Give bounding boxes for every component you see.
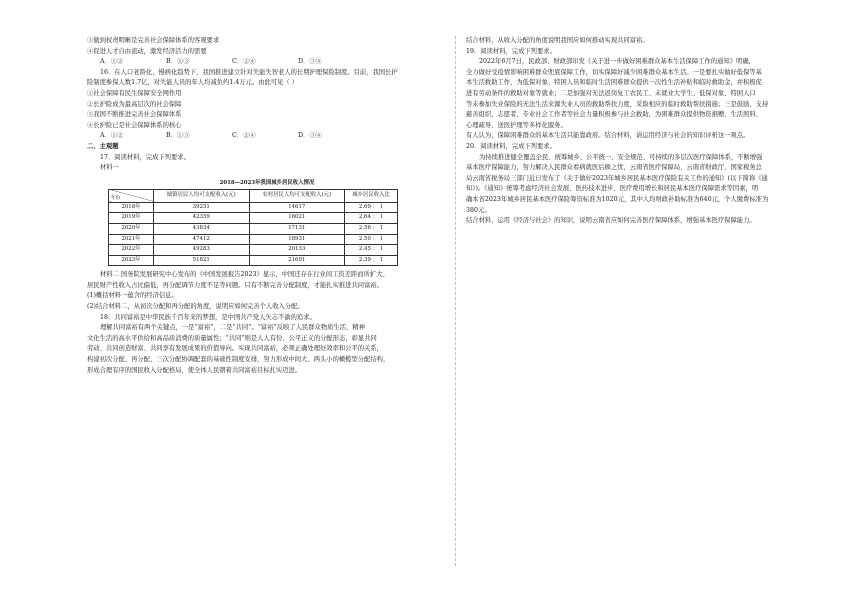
table-cell-year: 2019年 — [109, 213, 154, 224]
income-table-header-ratio: 城乡居民收入比 — [345, 189, 398, 202]
table-row — [109, 223, 398, 234]
q16-choice-b[interactable]: B．①③ — [166, 132, 190, 140]
q18-intro: 18．共同富裕是中华民族千百年来的梦想，是中国共产党人矢志不渝的追求。 — [100, 313, 316, 321]
q19-body-line-5: 等未参加失业保险的无法生活来源失业人员的救助帮扶力度，采取相应的临时救助帮扶措施；三是鼓励、支持 — [466, 100, 769, 108]
q15-choice-c[interactable]: C．②④ — [232, 58, 256, 66]
table-cell-ratio: 2.64 ： 1 — [345, 213, 398, 224]
q15-choice-a[interactable]: A．①② — [100, 58, 124, 66]
q16-choices — [87, 131, 447, 142]
q19-body-line-1: 2022年6月7日，民政部、财政部印发《关于进一步做好困难群众基本生活保障工作的通知》明确， — [479, 58, 755, 66]
table-cell-rural: 20133 — [249, 245, 345, 256]
column-divider — [455, 36, 456, 566]
q20-intro: 20．阅读材料，完成下列要求。 — [466, 142, 556, 150]
income-table-header-urban: 城镇居民人均可支配收入(元) — [154, 189, 250, 202]
table-cell-rural: 17131 — [249, 223, 345, 234]
q19-body-line-4: 进有劳动条件的救助对象等就业；二是加强对无法返岗复工农民工、未就业大学生、低保对象、特困人口 — [466, 89, 756, 97]
table-cell-year: 2023年 — [109, 255, 154, 266]
q16-item-1: ①社会保障有民生保障安全网作用 — [87, 89, 182, 97]
q16-choice-c[interactable]: C．②④ — [232, 132, 256, 140]
q18-body-line-2: 文化生活的高水平供给和高品质消费的质量属性；“共同”则是人人有份、公平正义的分配形态，彰显共同 — [87, 334, 377, 342]
q17-material2-line-1: 材料二 国务院发展研究中心发布的《中国发展报告2023》显示，中国还存在行业间工资差距而所扩大、 — [100, 271, 389, 279]
q16-choice-a[interactable]: A．①② — [100, 132, 124, 140]
income-table-header-row — [109, 189, 398, 202]
q16-choice-d[interactable]: D．③④ — [298, 132, 322, 140]
table-cell-ratio: 2.39 ： 1 — [345, 255, 398, 266]
table-cell-year: 2018年 — [109, 202, 154, 213]
q18-body-line-1: 理解共同富裕有两个关键点，一是“富裕”，二是“共同”。“富裕”反映了人民群众物质生活、精神 — [100, 324, 365, 332]
table-cell-urban: 47412 — [154, 234, 250, 245]
table-row — [109, 245, 398, 256]
q20-body-line-3: 局云南省税务局三部门近日发布了《关于做好2023年城乡居民基本医疗保险有关工作的通知》(以下简称《通 — [466, 174, 768, 182]
right-column — [466, 36, 831, 227]
q20-body-line-1: 为持续推进健全覆盖全民、统筹城乡、公平统一、安全规范、可持续的多层次医疗保障体系，不断增强 — [479, 153, 763, 161]
table-cell-urban: 39251 — [154, 202, 250, 213]
table-cell-rural: 14617 — [249, 202, 345, 213]
table-row — [109, 202, 398, 213]
table-cell-ratio: 2.56 ： 1 — [345, 223, 398, 234]
table-cell-urban: 43834 — [154, 223, 250, 234]
table-cell-urban: 42359 — [154, 213, 250, 224]
q20-task: 结合材料，运用《经济与社会》的知识，说明云南省应如何完善医疗保障体系，增强基本医疗保障能力。 — [466, 217, 756, 225]
q20-body-line-4: 知》)。《通知》统筹考虑经济社会发展、医药技术进步、医疗费用增长和居民基本医疗保障需求等因素，明 — [466, 185, 759, 193]
table-cell-year: 2022年 — [109, 245, 154, 256]
table-cell-year: 2021年 — [109, 234, 154, 245]
q19-intro: 19．阅读材料，完成下列要求。 — [466, 47, 556, 55]
q20-body-line-6: 380元。 — [466, 206, 491, 214]
q19-body-line-2: 全力做好受疫情影响困难群众兜底保障工作，切实保障好减少困难群众基本生活。一是要扎实做好低保等基 — [466, 68, 762, 76]
q20-body-line-5: 确本省2023年城乡居民基本医疗保险筹资标准为1020元，其中人均财政补助标准为640元，个人缴费标准为 — [466, 195, 769, 203]
q20-body-line-2: 基本医疗保障能力，努力解决人民群众看病就医后顾之忧，云南省医疗保障局、云南省财政厅、国家税务总 — [466, 164, 762, 172]
table-row — [109, 255, 398, 266]
q15-option-3: ③做到权责明晰是完善社会保障体系的客观要求 — [87, 37, 220, 44]
table-cell-urban: 49283 — [154, 245, 250, 256]
q17-material2-line-2: 居民财产性收入占比偏低，再分配调节力度不足等问题。只有不断完善分配制度，才能扎实推进共同富裕。 — [87, 281, 383, 289]
q15-choice-b[interactable]: B．①③ — [166, 58, 190, 66]
table-cell-rural: 18931 — [249, 234, 345, 245]
q17-material1-label: 材料一 — [100, 164, 119, 172]
q16-item-4: ④长护险已是社会保障体系的核心 — [87, 121, 182, 129]
left-column — [87, 36, 447, 376]
q18-body-line-3: 劳动、共同创造财富、共同享有发展成果的价值导向。实现共同富裕，必须正确处理好效率和公平的关系， — [87, 345, 383, 353]
income-table-header-rural: 农村居民人均可支配收入(元) — [249, 189, 345, 202]
q18-body-line-5: 形成合理有序的国民收入分配格局，使全体人民朝着共同富裕目标扎实迈进。 — [87, 366, 302, 374]
table-row — [109, 234, 398, 245]
q16-item-2: ②长护险成为最高层次的社会保障 — [87, 100, 182, 108]
table-cell-ratio: 2.69 ： 1 — [345, 202, 398, 213]
q19-body-line-6: 慈善组织、志愿者、专业社会工作者等社会力量积极参与社会救助，为困难群众提供物资捐赠、生活照料、 — [466, 111, 762, 119]
table-cell-rural: 21691 — [249, 255, 345, 266]
q18-body-line-4: 构建初次分配、再分配、三次分配协调配套的基础性制度安排，努力形成中间大、两头小的橄榄型分配结构， — [87, 356, 390, 364]
q17-requirement-1: (1)概括材料一蕴含的经济信息。 — [87, 292, 178, 300]
income-table-corner — [109, 189, 154, 202]
q16-stem-line-2: 险制度参保人数1.7亿，对失能人员的年人均减负约1.4万元。由此可见（ ） — [87, 79, 298, 87]
section-heading: 二、主观题 — [87, 142, 119, 150]
table-cell-ratio: 2.50 ： 1 — [345, 234, 398, 245]
income-table-title: 2018—2023年我国城乡居民收入情况 — [219, 179, 315, 186]
q16-stem-line-1: 16．在人口老龄化、慢病化趋势下，我国推进建立针对失能失智老人的长期护理保险制度。目前，我国长护 — [100, 68, 398, 76]
q19-task: 有人认为，保障困难群众的基本生活只能靠政府。结合材料，请运用经济与社会的知识评析这一观点。 — [466, 132, 750, 140]
table-cell-urban: 51821 — [154, 255, 250, 266]
q15-choices — [87, 57, 447, 68]
q17-requirement-2: (2)结合材料二，从初次分配和再分配的角度，说明应如何完善个人收入分配。 — [87, 303, 304, 311]
income-table — [108, 189, 398, 267]
year-corner-label: 年份 — [111, 195, 121, 201]
q17-intro: 17．阅读材料，完成下列要求。 — [100, 153, 190, 161]
table-cell-ratio: 2.45 ： 1 — [345, 245, 398, 256]
q15-choice-d[interactable]: D．③④ — [298, 58, 322, 66]
table-cell-rural: 16021 — [249, 213, 345, 224]
q16-item-3: ③我国不断推进完善社会保障体系 — [87, 111, 182, 119]
table-row — [109, 213, 398, 224]
q15-option-4: ④促进人才自由流动，激发经济活力的需要 — [87, 47, 207, 55]
q19-body-line-3: 本生活救助工作，为低保对象、特困人员和临时生活困难群众提供一次性生活补贴和临时救助金，并积极促 — [466, 79, 762, 87]
q19-body-line-7: 心理疏导、送医护理等多样化服务。 — [466, 121, 567, 129]
table-cell-year: 2020年 — [109, 223, 154, 234]
q18-task: 结合材料，从收入分配的角度说明我国应如何推动实现共同富裕。 — [466, 37, 649, 44]
